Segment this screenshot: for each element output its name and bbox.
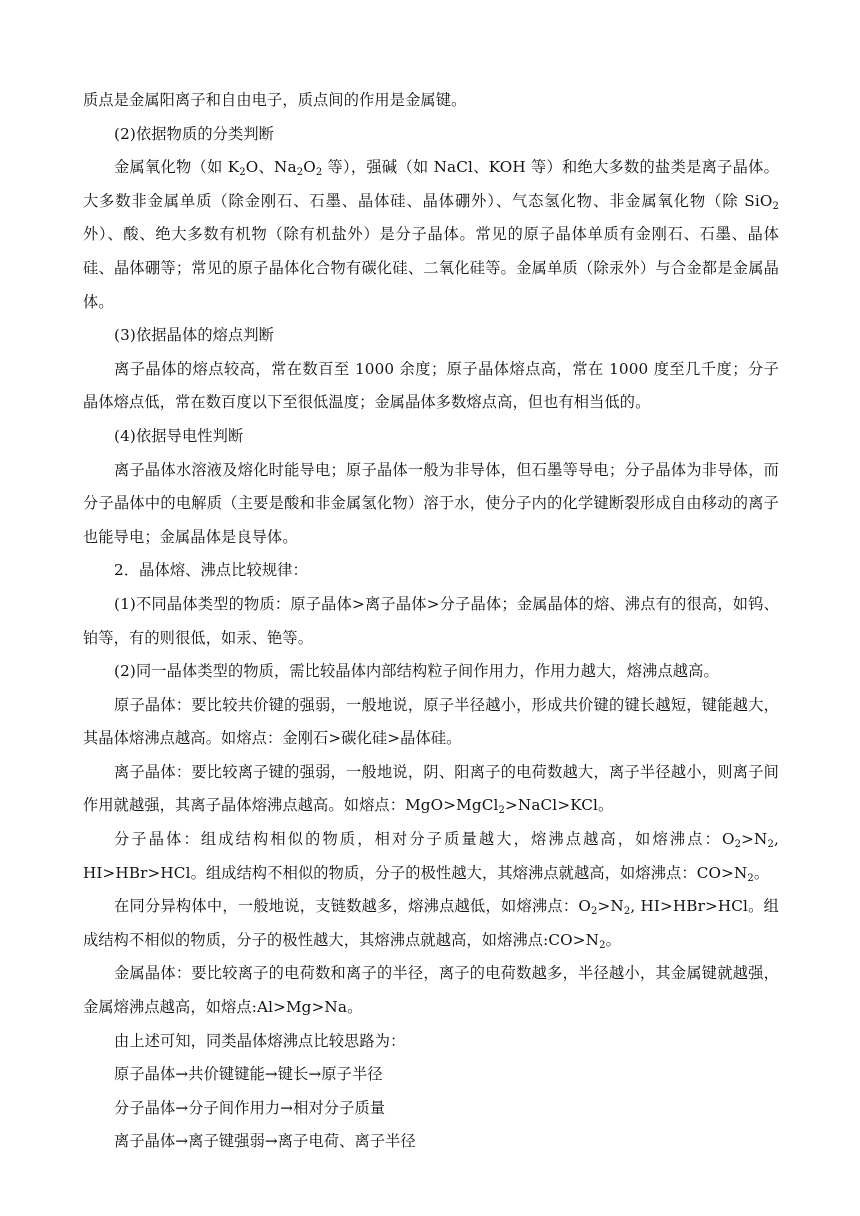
paragraph-p11: 原子晶体：要比较共价键的强弱，一般地说，原子半径越小，形成共价键的键长越短，键能越大，其晶体熔沸点越高。如熔点：金刚石>碳化硅>晶体硅。 (83, 695, 779, 748)
paragraph-p12: 离子晶体：要比较离子键的强弱，一般地说，阴、阳离子的电荷数越大，离子半径越小，则离子间作用就越强，其离子晶体熔沸点越高。如熔点：MgO>MgCl$_2$>NaCl>KCl。 (83, 762, 779, 817)
paragraph-p19: 离子晶体→离子键强弱→离子电荷、离子半径 (114, 1132, 416, 1151)
paragraph-p9: (1)不同晶体类型的物质：原子晶体>离子晶体>分子晶体；金属晶体的熔、沸点有的很高，如钨、铂等，有的则很低，如汞、铯等。 (83, 594, 779, 647)
paragraph-p18: 分子晶体→分子间作用力→相对分子质量 (114, 1098, 386, 1117)
paragraph-p3: 金属氧化物（如 $K_2O$、$Na_2O_2$ 等），强碱（如 NaCl、KOH 等）和绝大多数的盐类是离子晶体。大多数非金属单质（除金刚石、石墨、晶体硅、晶体硼外）、气态氢化物、非金属氧化物（除 SiO$_2$ 外）、酸、绝大多数有机物（除有机盐外）是分子晶体。常见的原子晶体单质有金刚石、石墨、晶体硅、晶体硼等；常见的原子晶体化合物有碳化硅、二氧化硅等。金属单质（除汞外）与合金都是金属晶体。 (83, 158, 779, 311)
paragraph-p13: 分子晶体：组成结构相似的物质，相对分子质量越大，熔沸点越高，如熔沸点：$O_2>N_2$, HI>HBr>HCl。组成结构不相似的物质，分子的极性越大，其熔沸点就越高，如熔沸点：$CO>N_2$。 (83, 830, 779, 884)
paragraph-p7: 离子晶体水溶液及熔化时能导电；原子晶体一般为非导体，但石墨等导电；分子晶体为非导体，而分子晶体中的电解质（主要是酸和非金属氢化物）溶于水，使分子内的化学键断裂形成自由移动的离子也能导电；金属晶体是良导体。 (83, 460, 779, 546)
paragraph-p2: (2)依据物质的分类判断 (114, 124, 275, 143)
paragraph-p6: (4)依据导电性判断 (114, 426, 244, 445)
paragraph-p14: 在同分异构体中，一般地说，支链数越多，熔沸点越低，如熔沸点：$O_2>N_2$, HI>HBr>HCl。组成结构不相似的物质，分子的极性越大，其熔沸点就越高，如熔沸点$:CO>N_2$。 (83, 897, 779, 951)
paragraph-p8: 2．晶体熔、沸点比较规律： (114, 561, 308, 580)
paragraph-p5: 离子晶体的熔点较高，常在数百至 1000 余度；原子晶体熔点高，常在 1000 度至几千度；分子晶体熔点低，常在数百度以下至很低温度；金属晶体多数熔点高，但也有相当低的。 (83, 359, 779, 412)
paragraph-p16: 由上述可知，同类晶体熔沸点比较思路为： (114, 1031, 406, 1050)
paragraph-p1: 质点是金属阳离子和自由电子，质点间的作用是金属键。 (83, 91, 467, 109)
paragraph-p15: 金属晶体：要比较离子的电荷数和离子的半径，离子的电荷数越多，半径越小，其金属键就越强，金属熔沸点越高，如熔点:Al>Mg>Na。 (83, 964, 779, 1017)
paragraph-p10: (2)同一晶体类型的物质，需比较晶体内部结构粒子间作用力，作用力越大，熔沸点越高。 (114, 662, 719, 681)
paragraph-p4: (3)依据晶体的熔点判断 (114, 326, 275, 345)
document-page (83, 84, 779, 1159)
paragraph-p17: 原子晶体→共价键键能→键长→原子半径 (114, 1065, 383, 1084)
